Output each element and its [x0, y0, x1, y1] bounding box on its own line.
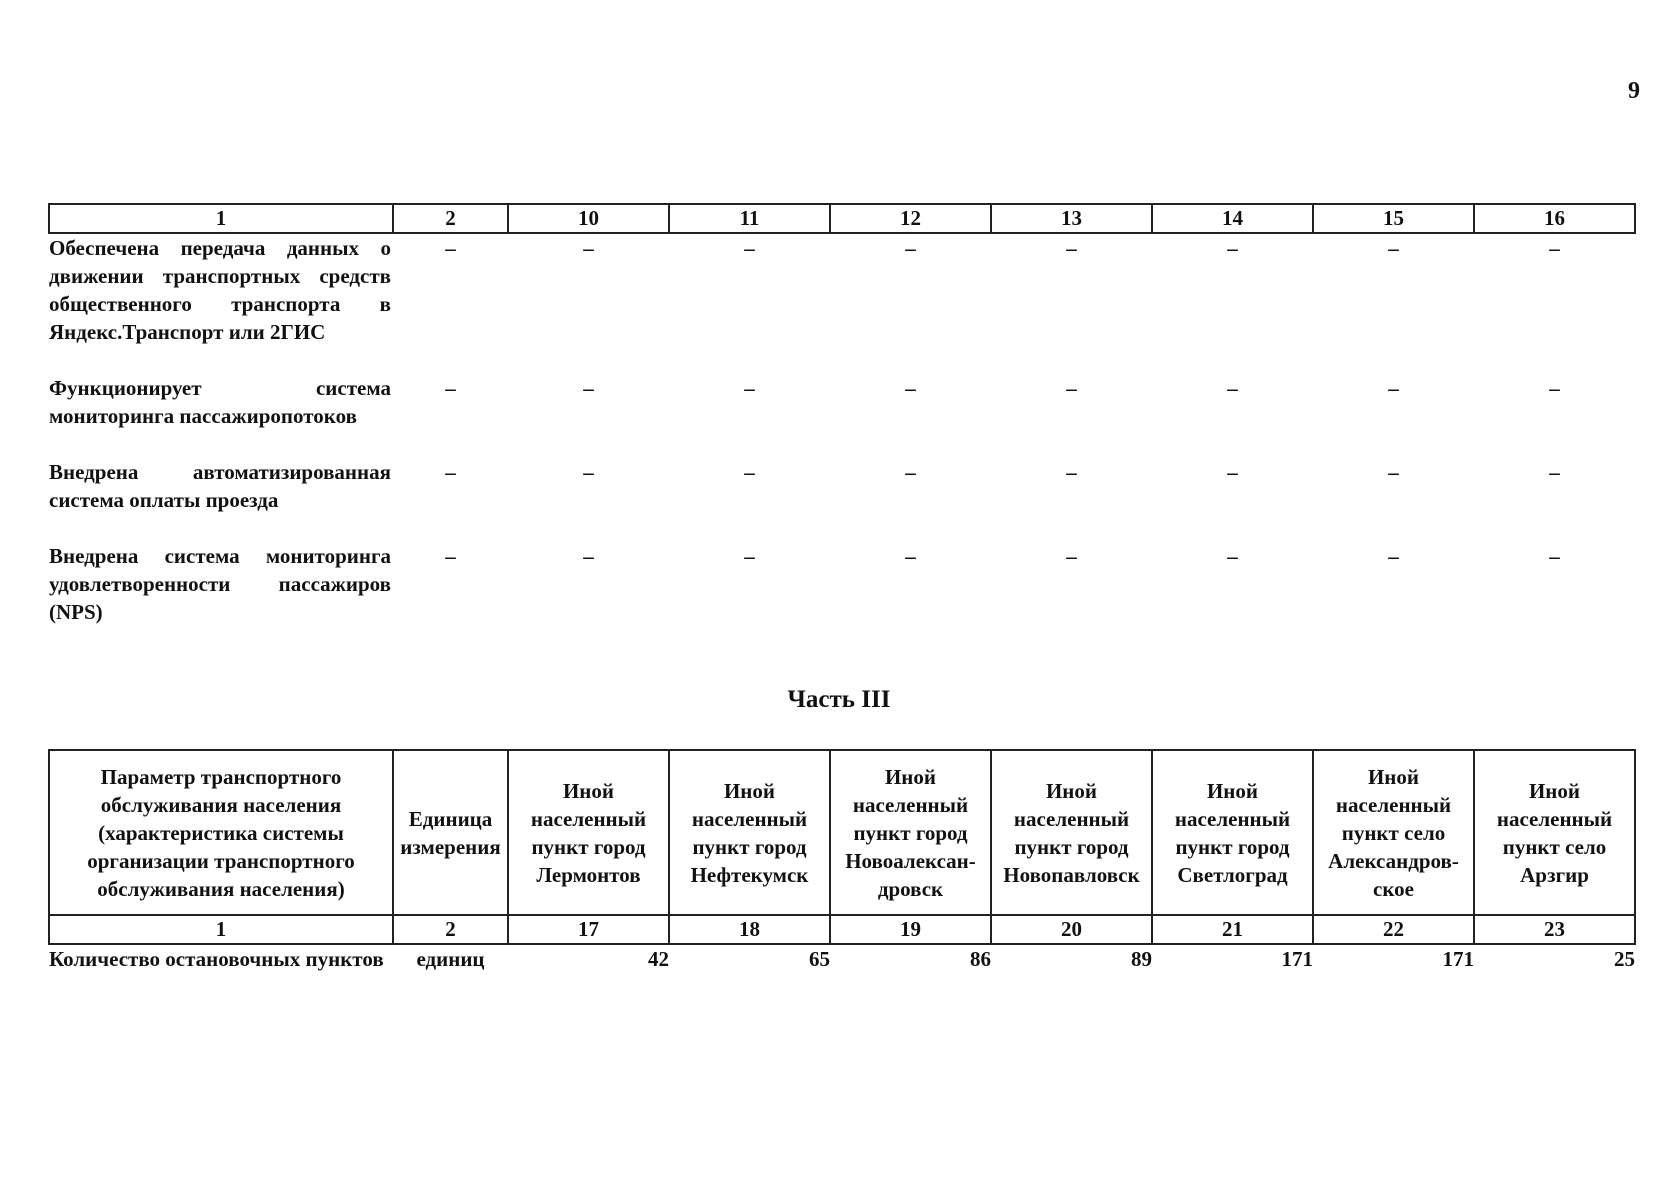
cell-value: –: [1388, 376, 1399, 400]
cell-value: 89: [1131, 947, 1152, 971]
page-number: 9: [1628, 78, 1640, 104]
cell-value: 42: [648, 947, 669, 971]
cell-value: 171: [1281, 947, 1313, 971]
column-caption: Иной населенный пункт город Лермонтов: [508, 750, 669, 915]
row-label: Внедрена система мониторинга удовлетворенности пассажиров (NPS): [49, 544, 391, 624]
column-caption: Иной населенный пункт город Нефтекумск: [669, 750, 830, 915]
cell-value: –: [744, 460, 755, 484]
cell-value: –: [905, 460, 916, 484]
cell-value: –: [1066, 376, 1077, 400]
column-number: 2: [393, 204, 508, 233]
column-number: 14: [1152, 204, 1313, 233]
column-number: 17: [508, 915, 669, 944]
column-caption-row: [49, 750, 1635, 915]
row-label: Обеспечена передача данных о движении транспортных средств общественного транспорта в Яндекс.Транспорт или 2ГИС: [49, 236, 391, 344]
column-number: 21: [1152, 915, 1313, 944]
cell-value: –: [744, 376, 755, 400]
column-caption: Иной населенный пункт город Новопавловск: [991, 750, 1152, 915]
cell-value: –: [1388, 460, 1399, 484]
cell-value: –: [905, 376, 916, 400]
indicators-table-part2: [48, 203, 1636, 654]
row-label: Функционирует система мониторинга пассажиропотоков: [49, 376, 391, 428]
stop-points-table-part3: [48, 749, 1636, 973]
cell-value: –: [1227, 236, 1238, 260]
column-caption: Параметр транспортного обслуживания населения (характеристика системы организации транспортного обслуживания населения): [49, 750, 393, 915]
table-row: [49, 944, 1635, 973]
table-row: [49, 233, 1635, 374]
row-label: Внедрена автоматизированная система оплаты проезда: [49, 460, 391, 512]
table-row: [49, 458, 1635, 542]
cell-value: –: [1549, 460, 1560, 484]
cell-value: 171: [1442, 947, 1474, 971]
column-caption: Иной населенный пункт город Новоалексан-дровск: [830, 750, 991, 915]
row-unit: единиц: [416, 947, 485, 971]
cell-value: –: [744, 236, 755, 260]
cell-value: –: [905, 236, 916, 260]
column-caption: Иной населенный пункт село Александров-ское: [1313, 750, 1474, 915]
cell-value: –: [1066, 236, 1077, 260]
column-caption: Единица измерения: [393, 750, 508, 915]
cell-value: –: [583, 236, 594, 260]
column-caption: Иной населенный пункт село Арзгир: [1474, 750, 1635, 915]
part-title: Часть III: [787, 686, 891, 713]
column-number: 12: [830, 204, 991, 233]
column-number-row: [49, 915, 1635, 944]
row-label: Количество остановочных пунктов: [49, 947, 384, 971]
cell-value: –: [1066, 544, 1077, 568]
column-number: 18: [669, 915, 830, 944]
cell-value: –: [1388, 544, 1399, 568]
cell-value: 86: [970, 947, 991, 971]
cell-value: –: [1549, 376, 1560, 400]
cell-value: –: [583, 376, 594, 400]
cell-value: –: [1066, 460, 1077, 484]
cell-value: –: [583, 460, 594, 484]
cell-value: –: [583, 544, 594, 568]
cell-value: –: [445, 236, 456, 260]
cell-value: –: [445, 544, 456, 568]
column-caption: Иной населенный пункт город Светлоград: [1152, 750, 1313, 915]
column-number: 16: [1474, 204, 1635, 233]
cell-value: –: [445, 376, 456, 400]
cell-value: –: [1227, 460, 1238, 484]
cell-value: –: [1388, 236, 1399, 260]
column-number: 19: [830, 915, 991, 944]
cell-value: –: [744, 544, 755, 568]
column-number: 10: [508, 204, 669, 233]
cell-value: –: [1227, 544, 1238, 568]
column-number: 2: [393, 915, 508, 944]
column-number-row: [49, 204, 1635, 233]
cell-value: 25: [1614, 947, 1635, 971]
cell-value: –: [905, 544, 916, 568]
cell-value: –: [1549, 236, 1560, 260]
column-number: 23: [1474, 915, 1635, 944]
table-row: [49, 542, 1635, 654]
cell-value: –: [1227, 376, 1238, 400]
column-number: 20: [991, 915, 1152, 944]
column-number: 1: [49, 204, 393, 233]
cell-value: –: [1549, 544, 1560, 568]
column-number: 22: [1313, 915, 1474, 944]
table-row: [49, 374, 1635, 458]
column-number: 1: [49, 915, 393, 944]
cell-value: –: [445, 460, 456, 484]
cell-value: 65: [809, 947, 830, 971]
column-number: 15: [1313, 204, 1474, 233]
column-number: 13: [991, 204, 1152, 233]
column-number: 11: [669, 204, 830, 233]
